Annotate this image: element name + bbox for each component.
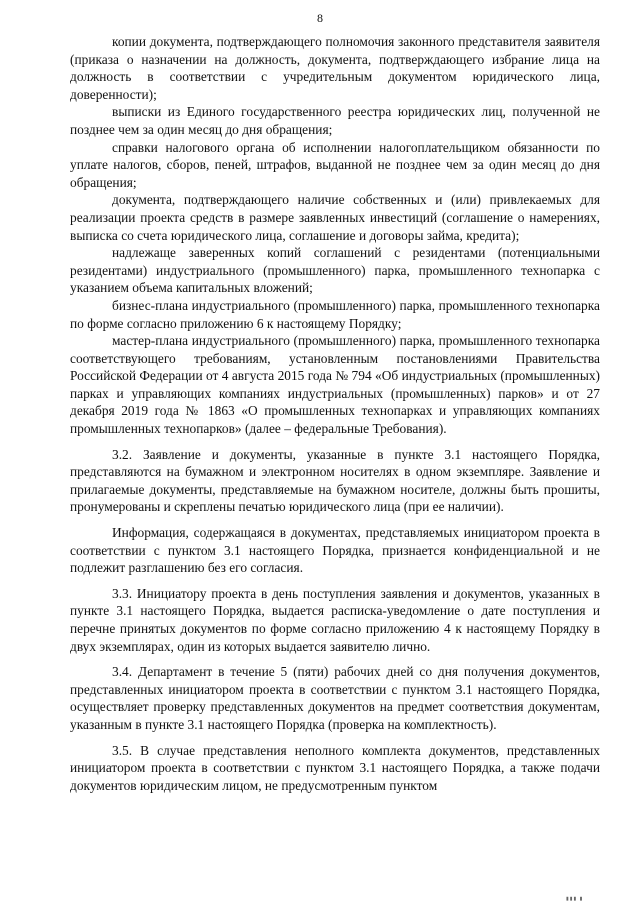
paragraph-3-3: 3.3. Инициатору проекта в день поступления заявления и документов, указанных в пункте 3.1 настоящего Порядка, выдается расписка-уведомление о дате поступления и перечне принятых документов по форме согласно приложению 4 к настоящему Порядку в двух экземплярах, один из которых выдается заявителю лично. [70,585,600,654]
paragraph-funds-document: документа, подтверждающего наличие собственных и (или) привлекаемых для реализации проекта средств в размере заявленных инвестиций (соглашение о намерениях, выписка со счета юридического лица, соглашение и договоры займа, кредита); [70,192,600,243]
scan-footer-mark: ▮▮▮ ▮ [566,896,584,902]
paragraph-confidentiality: Информация, содержащаяся в документах, представляемых инициатором проекта в соответствии с пунктом 3.1 настоящего Порядка, признается конфиденциальной и не подлежит разглашению без его согласия. [70,525,600,576]
paragraph-master-plan: мастер-плана индустриального (промышленного) парка, промышленного технопарка соответствующего требованиям, установленным постановлениями Правительства Российской Федерации от 4 августа 2015 года № 794 «Об индустриальных (промышленных) парках и управляющих компаниях индустриальных (промышленных) парков» и от 27 декабря 2019 года № 1863 «О промышленных технопарках и управляющих компаниях промышленных технопарков» (далее – федеральные Требования). [70,333,600,437]
paragraph-tax-certificate: справки налогового органа об исполнении налогоплательщиком обязанности по уплате налогов, сборов, пеней, штрафов, выданной не позднее чем за один месяц до дня обращения; [70,139,600,190]
paragraph-3-5: 3.5. В случае представления неполного комплекта документов, представленных инициатором проекта в соответствии с пунктом 3.1 настоящего Порядка, а также подачи документов юридическим лицом, не предусмотренным пунктом [70,742,600,793]
page-number: 8 [317,11,323,25]
paragraph-egrul-extract: выписки из Единого государственного реестра юридических лиц, полученной не позднее чем за один месяц до дня обращения; [70,104,600,137]
paragraph-representative-copy: копии документа, подтверждающего полномочия законного представителя заявителя (приказа о назначении на должность, документа, подтверждающего избрание лица на должность в соответствии с учредительным документом юридического лица, доверенности); [70,34,600,102]
document-body [70,33,600,794]
paragraph-business-plan: бизнес-плана индустриального (промышленного) парка, промышленного технопарка по форме согласно приложению 6 к настоящему Порядку; [70,297,600,331]
paragraph-3-2: 3.2. Заявление и документы, указанные в пункте 3.1 настоящего Порядка, представляются на бумажном и электронном носителях в одном экземпляре. Заявление и прилагаемые документы, представляемые на бумажном носителе, должны быть прошиты, пронумерованы и скреплены печатью юридического лица (при ее наличии). [70,446,600,515]
paragraph-resident-agreements: надлежаще заверенных копий соглашений с резидентами (потенциальными резидентами) индустриального (промышленного) парка, промышленного технопарка с указанием объема капитальных вложений; [70,245,600,296]
paragraph-3-4: 3.4. Департамент в течение 5 (пяти) рабочих дней со дня получения документов, представленных инициатором проекта в соответствии с пунктом 3.1 настоящего Порядка, осуществляет проверку представленных документов на предмет соответствия документам, указанным в пункте 3.1 настоящего Порядка (проверка на комплектность). [70,664,600,732]
